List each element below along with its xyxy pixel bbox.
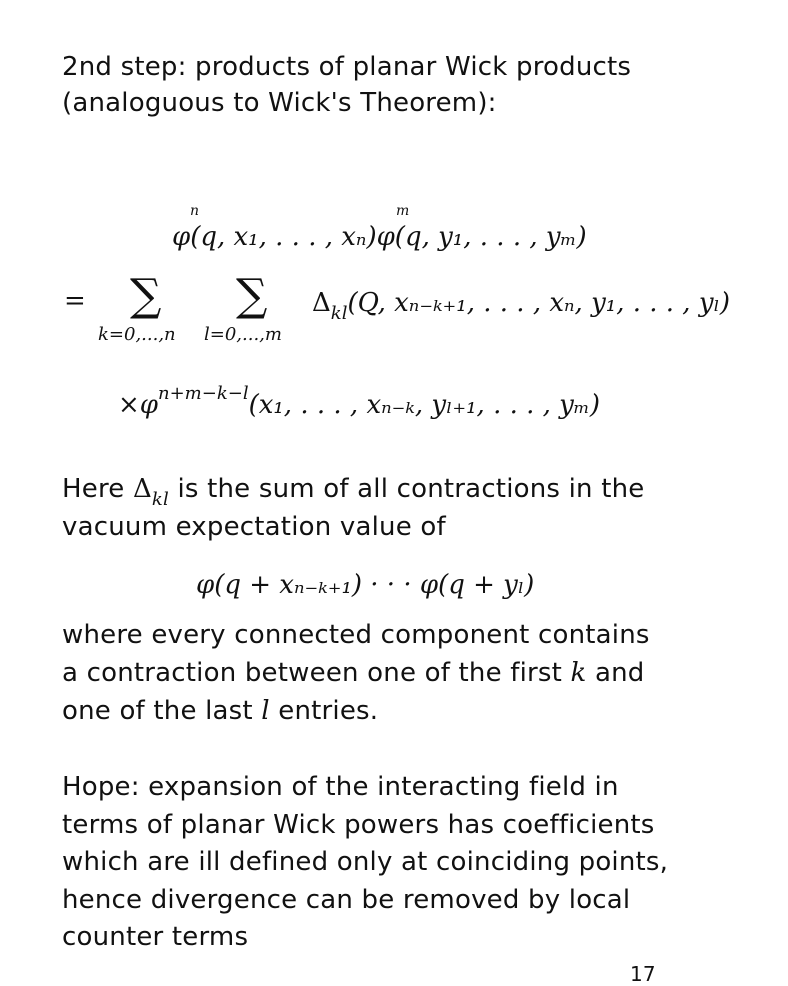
page-number: 17 xyxy=(630,962,656,986)
formula2: φ(q + xₙ₋ₖ₊₁) · · · φ(q + yₗ) xyxy=(196,570,535,600)
heading-line-1: 2nd step: products of planar Wick products xyxy=(62,52,632,82)
delta-symbol: Δ xyxy=(312,288,331,318)
sum-symbol-k: ∑ xyxy=(130,270,162,321)
paragraph3-line-1: Hope: expansion of the interacting field in xyxy=(62,772,619,802)
times-phi: ×φ xyxy=(118,390,158,420)
heading-line-2: (analoguous to Wick's Theorem): xyxy=(62,88,497,118)
paragraph1-line-2: vacuum expectation value of xyxy=(62,512,446,542)
delta-subscript: kl xyxy=(330,303,348,324)
formula-times-line xyxy=(118,383,600,420)
paragraph3-line-5: counter terms xyxy=(62,922,249,952)
formula-rhs-args: (Q, xₙ₋ₖ₊₁, . . . , xₙ, y₁, . . . , yₗ) xyxy=(347,288,730,318)
sum-index-k: k=0,...,n xyxy=(98,324,176,345)
times-args: (x₁, . . . , xₙ₋ₖ, yₗ₊₁, . . . , yₘ) xyxy=(248,390,600,420)
paragraph1-delta: Δ xyxy=(132,474,152,504)
paragraph3-line-3: which are ill defined only at coinciding points, xyxy=(62,847,669,877)
paragraph2-line2-post: and xyxy=(586,658,645,688)
paragraph2-var-k: k xyxy=(570,658,587,688)
paragraph2-line-2 xyxy=(62,658,644,688)
paragraph2-line2-pre: a contraction between one of the first xyxy=(62,658,571,688)
paragraph2-var-l: l xyxy=(261,696,270,726)
sum-index-l: l=0,...,m xyxy=(204,324,282,345)
formula-equals: = xyxy=(64,286,86,316)
formula-rhs xyxy=(312,288,730,324)
paragraph1-text-pre: Here xyxy=(62,474,133,504)
paragraph2-line3-post: entries. xyxy=(269,696,379,726)
paragraph1-delta-sub: kl xyxy=(151,489,169,510)
paragraph1-line-1 xyxy=(62,474,645,510)
formula-mark-n: n xyxy=(190,203,200,219)
paragraph1-text-post: is the sum of all contractions in the xyxy=(169,474,645,504)
paragraph2-line3-pre: one of the last xyxy=(62,696,262,726)
formula-mark-m: m xyxy=(396,203,410,219)
paragraph2-line-3 xyxy=(62,696,378,726)
formula-lhs: φ(q, x₁, . . . , xₙ)φ(q, y₁, . . . , yₘ) xyxy=(172,222,587,252)
paragraph3-line-2: terms of planar Wick powers has coefficients xyxy=(62,810,655,840)
phi-power: n+m−k−l xyxy=(158,383,249,404)
paragraph3-line-4: hence divergence can be removed by local xyxy=(62,885,631,915)
sum-symbol-l: ∑ xyxy=(236,270,268,321)
paragraph2-line-1: where every connected component contains xyxy=(62,620,650,650)
